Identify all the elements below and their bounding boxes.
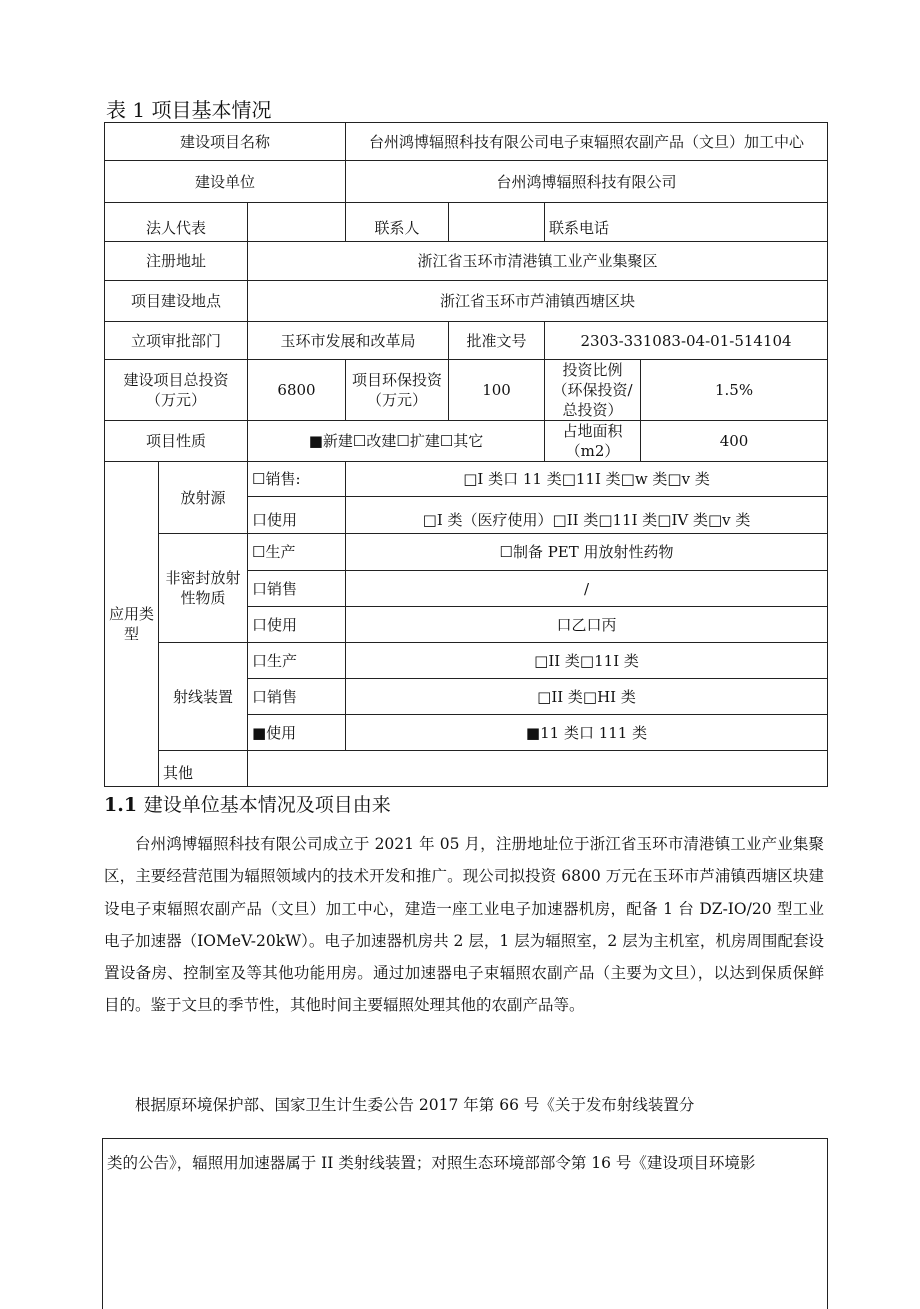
project-name-value: 台州鸿博辐照科技有限公司电子束辐照农副产品（文旦）加工中心 <box>346 123 828 161</box>
table-row <box>105 360 828 421</box>
unit-label: 建设单位 <box>105 161 346 203</box>
invest-label: 建设项目总投资（万元） <box>105 360 248 421</box>
area-label: 占地面积（m2） <box>545 421 641 462</box>
approval-no-label: 批准文号 <box>449 322 545 360</box>
app-type-label: 应用类型 <box>105 462 159 787</box>
invest-value: 6800 <box>248 360 346 421</box>
unit-value: 台州鸿博辐照科技有限公司 <box>346 161 828 203</box>
contact-label: 联系人 <box>346 203 449 242</box>
unsealed-label: 非密封放射性物质 <box>159 534 248 643</box>
contact-value <box>449 203 545 242</box>
page-title: 表 1 项目基本情况 <box>106 98 272 122</box>
section-heading: 建设单位基本情况及项目由来 <box>143 794 391 816</box>
table-row <box>105 751 828 787</box>
approval-dept-value: 玉环市发展和改革局 <box>248 322 449 360</box>
paragraph-2: 根据原环境保护部、国家卫生计生委公告 2017 年第 66 号《关于发布射线装置分 <box>135 1096 695 1114</box>
rs-use-value: □I 类（医疗使用）□II 类□11I 类□IV 类□v 类 <box>346 497 828 534</box>
project-info-table <box>104 122 828 787</box>
table-row <box>105 242 828 281</box>
table-row <box>105 281 828 322</box>
us-use-value: 口乙口丙 <box>346 607 828 643</box>
approval-no-value: 2303-331083-04-01-514104 <box>545 322 828 360</box>
table-row <box>105 322 828 360</box>
legal-rep-label: 法人代表 <box>105 203 248 242</box>
area-value: 400 <box>641 421 828 462</box>
legal-rep-value <box>248 203 346 242</box>
table-row <box>105 161 828 203</box>
project-name-label: 建设项目名称 <box>105 123 346 161</box>
us-sale: 口销售 <box>248 571 346 607</box>
ratio-value: 1.5% <box>641 360 828 421</box>
table-row <box>105 203 828 242</box>
us-use: 口使用 <box>248 607 346 643</box>
paragraph-3: 类的公告》，辐照用加速器属于 II 类射线装置；对照生态环境部部令第 16 号《建设项目环境影 <box>107 1154 756 1172</box>
ray-label: 射线装置 <box>159 643 248 751</box>
us-prod-value: ☐制备 PET 用放射性药物 <box>346 534 828 571</box>
reg-addr-label: 注册地址 <box>105 242 248 281</box>
section-title <box>104 790 391 817</box>
table-row <box>105 421 828 462</box>
site-label: 项目建设地点 <box>105 281 248 322</box>
reg-addr-value: 浙江省玉环市清港镇工业产业集聚区 <box>248 242 828 281</box>
phone-label: 联系电话 <box>545 203 828 242</box>
radio-source-label: 放射源 <box>159 462 248 534</box>
other-label: 其他 <box>159 751 248 787</box>
approval-dept-label: 立项审批部门 <box>105 322 248 360</box>
us-prod: ☐生产 <box>248 534 346 571</box>
ray-use-value: ■11 类口 111 类 <box>346 715 828 751</box>
rs-use: 口使用 <box>248 497 346 534</box>
paragraph-1: 台州鸿博辐照科技有限公司成立于 2021 年 05 月，注册地址位于浙江省玉环市清港镇工业产业集聚区，主要经营范围为辐照领域内的技术开发和推广。现公司拟投资 6800 万元在玉环市芦浦镇西塘区块建设电子束辐照农副产品（文旦）加工中心，建造一座工业电子加速器机房，配备 1 台 DZ-IO/20 型工业电子加速器（IOMeV-20kW）。电子加速器机房共 2 层，1 层为辐照室，2 层为主机室，机房周围配套设置设备房、控制室及等其他功能用房。通过加速器电子束辐照农副产品（主要为文旦），以达到保质保鲜目的。鉴于文旦的季节性，其他时间主要辐照处理其他的农副产品等。 <box>104 835 824 1015</box>
continuation-box <box>102 1138 828 1309</box>
section-number: 1.1 <box>104 794 138 816</box>
env-invest-value: 100 <box>449 360 545 421</box>
ratio-label: 投资比例（环保投资/总投资） <box>545 360 641 421</box>
env-invest-label: 项目环保投资（万元） <box>346 360 449 421</box>
table-row <box>105 534 828 571</box>
ray-sale-value: □II 类□HI 类 <box>346 679 828 715</box>
table-row <box>105 462 828 497</box>
nature-label: 项目性质 <box>105 421 248 462</box>
site-value: 浙江省玉环市芦浦镇西塘区块 <box>248 281 828 322</box>
table-row <box>105 123 828 161</box>
ray-prod-value: □II 类□11I 类 <box>346 643 828 679</box>
rs-sale-value: □I 类口 11 类□11I 类□w 类□v 类 <box>346 462 828 497</box>
nature-value: ■新建☐改建☐扩建☐其它 <box>248 421 545 462</box>
ray-use: ■使用 <box>248 715 346 751</box>
us-sale-value: / <box>346 571 828 607</box>
other-value <box>248 751 828 787</box>
ray-prod: 口生产 <box>248 643 346 679</box>
ray-sale: 口销售 <box>248 679 346 715</box>
rs-sale: ☐销售: <box>248 462 346 497</box>
table-row <box>105 643 828 679</box>
